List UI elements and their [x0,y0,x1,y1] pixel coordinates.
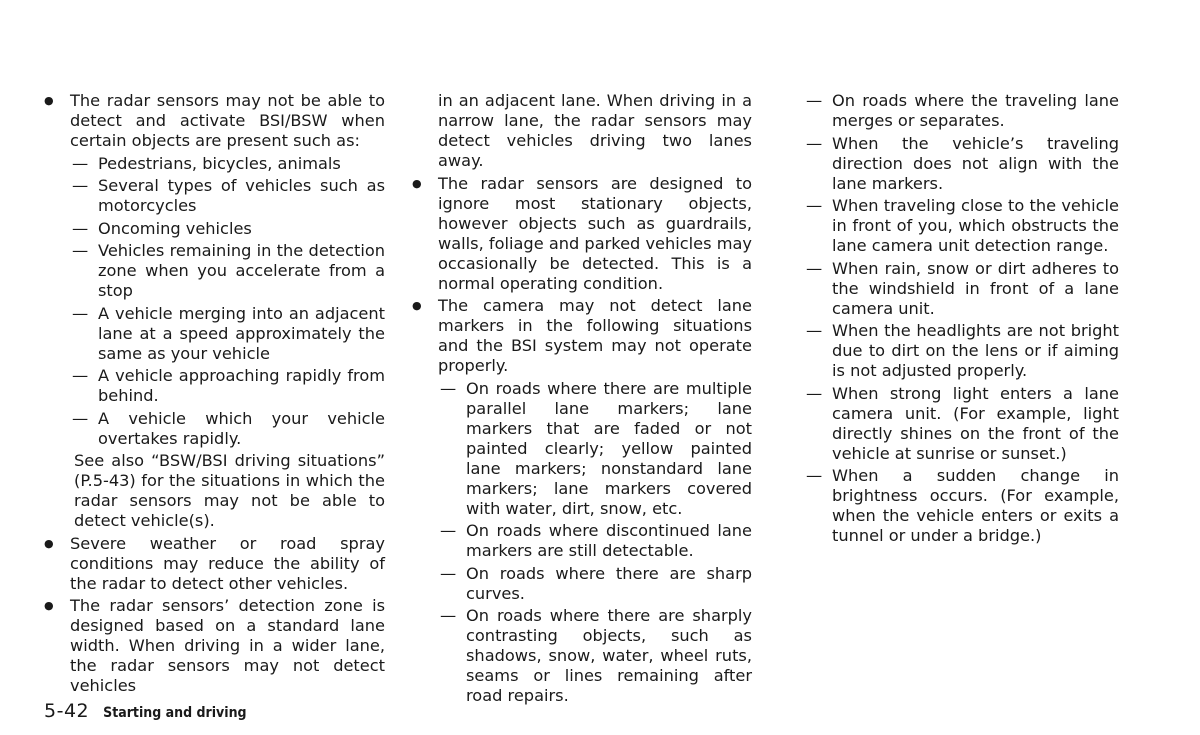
bullet-detection-zone: ● The radar sensors’ detection zone is designed based on a standard lane width. When driving in a wider lane, the radar sensors may not detect vehicles [44,596,385,696]
dash-item: — When the vehicle’s traveling direction does not align with the lane markers. [806,134,1119,194]
dash-item: — A vehicle which your vehicle overtakes rapidly. [44,409,385,449]
dash-item: — When strong light enters a lane camera unit. (For example, light directly shines on the front of the vehicle at sunrise or sunset.) [806,384,1119,464]
see-also-reference: See also “BSW/BSI driving situations” (P.5-43) for the situations in which the radar sensors may not be able to detect vehicle(s). [74,451,385,530]
dash-item: — When a sudden change in brightness occurs. (For example, when the vehicle enters or exits a tunnel or under a bridge.) [806,466,1119,546]
dash-item: — Several types of vehicles such as motorcycles [44,176,385,216]
bullet-radar-limitations: ● The radar sensors may not be able to detect and activate BSI/BSW when certain objects are present such as: [44,91,385,151]
column-3 [806,91,1119,549]
dash-item: — When traveling close to the vehicle in front of you, which obstructs the lane camera unit detection range. [806,196,1119,256]
dash-item: — Vehicles remaining in the detection zone when you accelerate from a stop [44,241,385,301]
dash-item: — On roads where there are sharply contrasting objects, such as shadows, snow, water, wheel ruts, seams or lines remaining after road repairs. [412,606,752,706]
dash-item: — A vehicle merging into an adjacent lane at a speed approximately the same as your vehicle [44,304,385,364]
dash-item: — On roads where there are sharp curves. [412,564,752,604]
section-title: Starting and driving [103,705,247,721]
continued-text: in an adjacent lane. When driving in a narrow lane, the radar sensors may detect vehicles driving two lanes away. [438,91,752,170]
dash-item: — On roads where there are multiple parallel lane markers; lane markers that are faded or not painted clearly; yellow painted lane markers; nonstandard lane markers; lane markers covered with water, dirt, snow, etc. [412,379,752,519]
bullet-stationary-objects: ● The radar sensors are designed to ignore most stationary objects, however objects such as guardrails, walls, foliage and parked vehicles may occasionally be detected. This is a normal operating condition. [412,174,752,294]
dash-item: — On roads where discontinued lane markers are still detectable. [412,521,752,561]
dash-item: — When rain, snow or dirt adheres to the windshield in front of a lane camera unit. [806,259,1119,319]
dash-item: — Oncoming vehicles [44,219,385,239]
dash-item: — A vehicle approaching rapidly from behind. [44,366,385,406]
bullet-severe-weather: ● Severe weather or road spray conditions may reduce the ability of the radar to detect other vehicles. [44,534,385,594]
dash-item: — On roads where the traveling lane merges or separates. [806,91,1119,131]
dash-item: — Pedestrians, bicycles, animals [44,154,385,174]
dash-item: — When the headlights are not bright due to dirt on the lens or if aiming is not adjusted properly. [806,321,1119,381]
bullet-camera-lane-markers: ● The camera may not detect lane markers in the following situations and the BSI system may not operate properly. [412,296,752,376]
page-footer [44,700,247,724]
column-1 [44,91,385,699]
page-number: 5-42 [44,700,90,722]
column-2 [412,91,752,709]
